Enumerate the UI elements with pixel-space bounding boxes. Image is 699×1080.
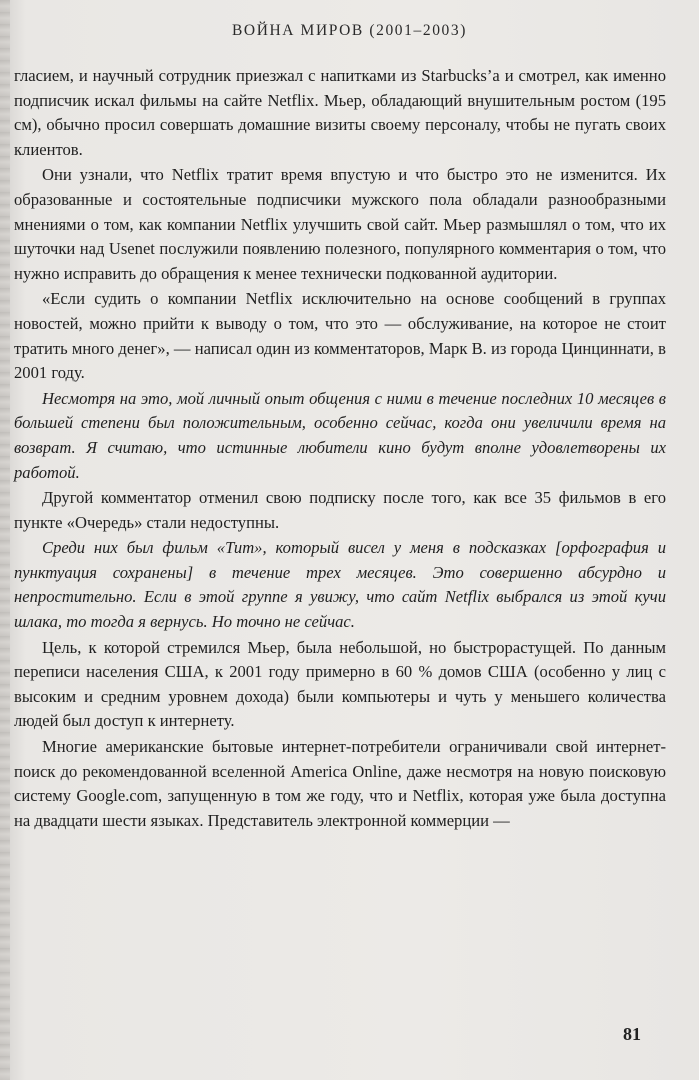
paragraph: Другой комментатор отменил свою подписку после того, как все 35 фильмов в его пункте «Очередь» стали недоступны. bbox=[14, 488, 666, 532]
running-head: ВОЙНА МИРОВ (2001–2003) bbox=[231, 22, 468, 39]
paragraph: Они узнали, что Netflix тратит время впустую и что быстро это не изменится. Их образованные и состоятельные подписчики мужского пола обладали разнообразными мнениями о том, как компании Netflix улучшить свой сайт. Мьер размышлял о том, что их шуточки над Usenet послужили появлению полезного, популярного комментария о том, что нужно исправить до обращения к менее технически подкованной аудитории. bbox=[14, 165, 666, 283]
body-text bbox=[14, 64, 666, 833]
page-binding-edge bbox=[0, 0, 10, 1080]
paragraph: Многие американские бытовые интернет-потребители ограничивали свой интернет-поиск до рекомендованной вселенной America Online, даже несмотря на новую поисковую систему Google.com, запущенную в том же году, что и Netflix, которая уже была доступна на двадцати шести языках. Представитель электронной коммерции — bbox=[14, 737, 666, 830]
paragraph-continued: гласием, и научный сотрудник приезжал с напитками из Starbucks’а и смотрел, как именно подписчик искал фильмы на сайте Netflix. Мьер, обладающий внушительным ростом (195 см), обычно просил совершать домашние визиты своему персоналу, чтобы не пугать своих клиентов. bbox=[14, 66, 666, 159]
paragraph: Цель, к которой стремился Мьер, была небольшой, но быстрорастущей. По данным переписи населения США, к 2001 году примерно в 60 % домов США (особенно у лиц с высоким и средним уровнем дохода) были компьютеры и чуть у меньшего количества людей был доступ к интернету. bbox=[14, 637, 666, 731]
paragraph: «Если судить о компании Netflix исключительно на основе сообщений в группах новостей, можно прийти к выводу о том, что это — обслуживание, на которое не стоит тратить много денег», — написал один из комментаторов, Марк В. из города Цинциннати, в 2001 году. bbox=[14, 289, 666, 383]
block-quote: Среди них был фильм «Тит», который висел у меня в подсказках [орфография и пунктуация сохранены] в течение трех месяцев. Это совершенно абсурдно и непростительно. Если в этой группе я увижу, что сайт Netflix выбрался из этой кучи шлака, то тогда я вернусь. Но точно не сейчас. bbox=[14, 538, 666, 632]
page-number: 81 bbox=[623, 1024, 641, 1044]
block-quote: Несмотря на это, мой личный опыт общения с ними в течение последних 10 месяцев в большей степени был положительным, особенно сейчас, когда они увеличили время на возврат. Я считаю, что истинные любители кино будут вполне удовлетворены их работой. bbox=[14, 388, 666, 482]
